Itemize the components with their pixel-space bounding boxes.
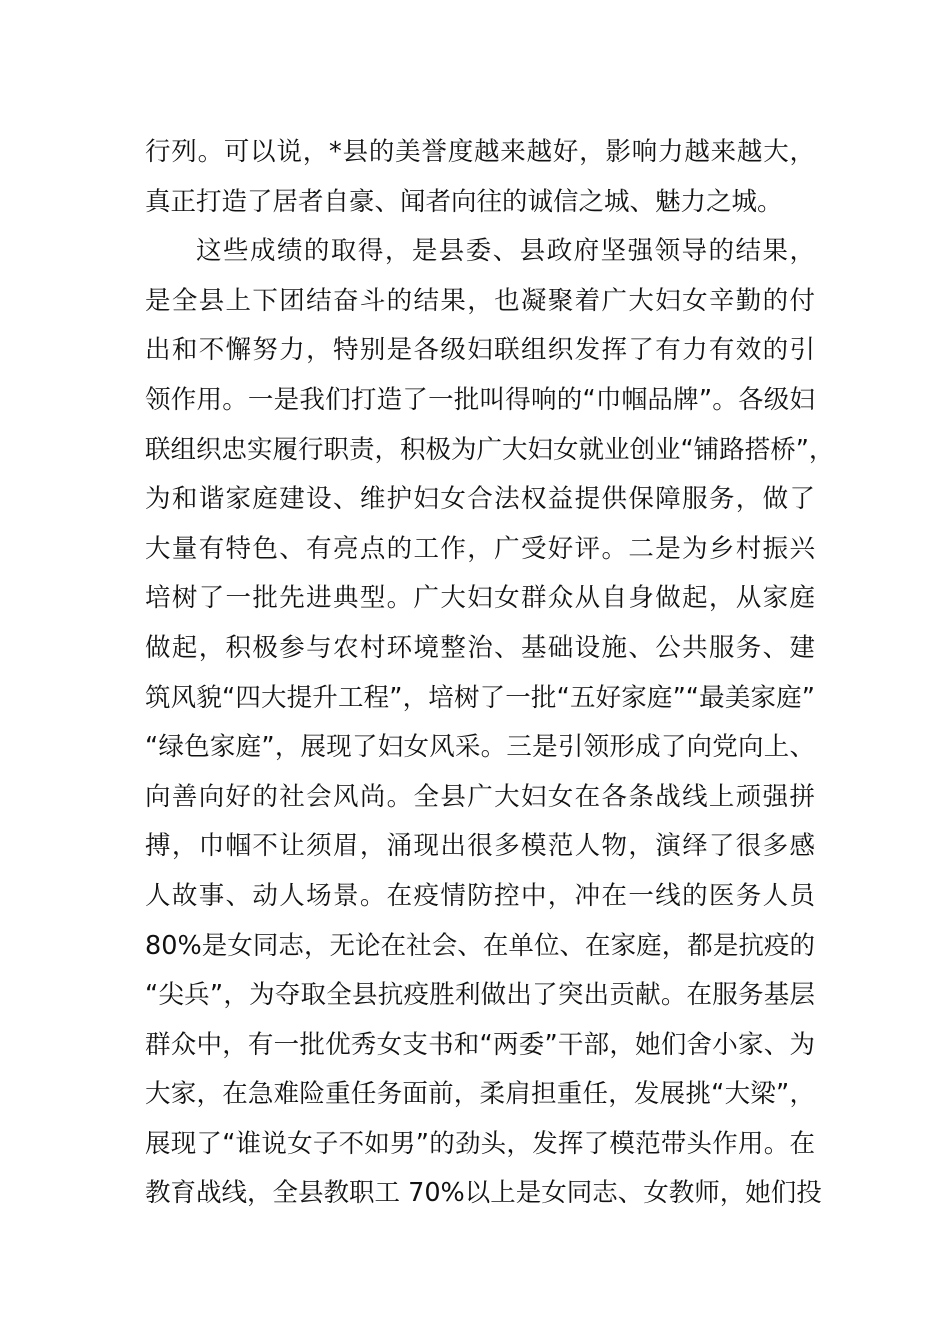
text-line-17: 80%是女同志，无论在社会、在单位、在家庭，都是抗疫的 <box>145 930 815 961</box>
body-text <box>145 128 835 1219</box>
text-line-15: 搏，巾帼不让须眉，涌现出很多模范人物，演绎了很多感 <box>145 831 815 862</box>
text-line-11: 做起，积极参与农村环境整治、基础设施、公共服务、建 <box>145 632 815 663</box>
text-line-1: 行列。可以说，*县的美誉度越来越好，影响力越来越大， <box>145 137 815 167</box>
text-line-8: 为和谐家庭建设、维护妇女合法权益提供保障服务，做了 <box>145 484 815 515</box>
text-line-9: 大量有特色、有亮点的工作，广受好评。二是为乡村振兴 <box>145 533 815 564</box>
text-line-4: 是全县上下团结奋斗的结果，也凝聚着广大妇女辛勤的付 <box>145 285 815 316</box>
text-line-14: 向善向好的社会风尚。全县广大妇女在各条战线上顽强拼 <box>145 781 815 812</box>
text-line-18: “尖兵”，为夺取全县抗疫胜利做出了突出贡献。在服务基层 <box>145 980 815 1011</box>
text-line-19: 群众中，有一批优秀女支书和“两委”干部，她们舍小家、为 <box>145 1029 815 1060</box>
text-line-12: 筑风貌“四大提升工程”，培树了一批“五好家庭”“最美家庭” <box>145 682 815 713</box>
text-line-3: 这些成绩的取得，是县委、县政府坚强领导的结果， <box>196 236 815 267</box>
text-line-16: 人故事、动人场景。在疫情防控中，冲在一线的医务人员 <box>145 880 815 911</box>
text-line-7: 联组织忠实履行职责，积极为广大妇女就业创业“铺路搭桥”， <box>145 434 835 465</box>
text-line-6: 领作用。一是我们打造了一批叫得响的“巾帼品牌”。各级妇 <box>145 384 815 415</box>
text-line-13: “绿色家庭”，展现了妇女风采。三是引领形成了向党向上、 <box>145 732 815 763</box>
text-line-20: 大家，在急难险重任务面前，柔肩担重任，发展挑“大梁”， <box>145 1079 815 1110</box>
text-line-2: 真正打造了居者自豪、闻者向往的诚信之城、魅力之城。 <box>145 186 783 217</box>
text-line-5: 出和不懈努力，特别是各级妇联组织发挥了有力有效的引 <box>145 335 815 366</box>
text-line-10: 培树了一批先进典型。广大妇女群众从自身做起，从家庭 <box>145 583 815 614</box>
text-line-21: 展现了“谁说女子不如男”的劲头，发挥了模范带头作用。在 <box>145 1128 815 1159</box>
text-line-22: 教育战线，全县教职工 70%以上是女同志、女教师，她们投 <box>145 1178 822 1209</box>
